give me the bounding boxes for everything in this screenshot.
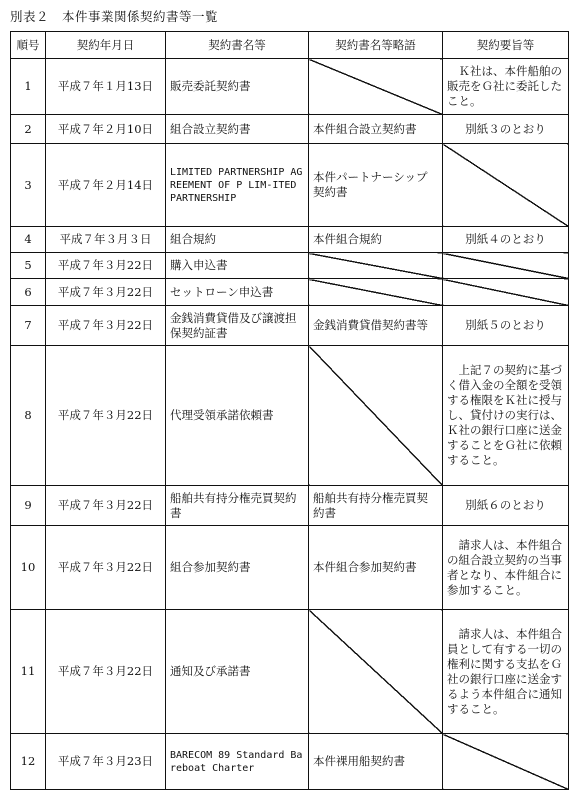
table-row [11,734,569,790]
row-number: 5 [11,253,46,279]
contract-abbr: 船舶共有持分権売買契約書 [309,486,443,526]
contract-gist-empty [443,279,569,306]
row-number: 2 [11,115,46,144]
contract-date: 平成７年２月14日 [46,144,166,227]
contract-date: 平成７年３月22日 [46,486,166,526]
contract-gist: 別紙６のとおり [443,486,569,526]
contract-gist-text: 請求人は、本件組合員として有する一切の権利に関する支払をＧ社の銀行口座に送金するよう本件組合に通知すること。 [447,626,562,716]
contract-date: 平成７年３月23日 [46,734,166,790]
contract-gist [443,610,569,734]
contract-name: 代理受領承諾依頼書 [166,346,309,486]
header-gist: 契約要旨等 [443,32,569,59]
contract-name: 購入申込書 [166,253,309,279]
contract-date: 平成７年３月22日 [46,279,166,306]
contract-name: セットローン申込書 [166,279,309,306]
contract-abbr-empty [309,610,443,734]
contract-gist-empty [443,144,569,227]
contract-name: 組合参加契約書 [166,526,309,610]
contract-abbr-empty [309,59,443,115]
table-row [11,306,569,346]
contract-name: 船舶共有持分権売買契約書 [166,486,309,526]
table-row [11,115,569,144]
contract-date: 平成７年３月22日 [46,306,166,346]
contract-date: 平成７年３月22日 [46,346,166,486]
contract-gist [443,346,569,486]
contract-gist-text: 上記７の契約に基づく借入金の全額を受領する権限をＫ社に授与し、貸付けの実行は、Ｋ社の銀行口座に送金することをＧ社に依頼すること。 [447,363,562,467]
contract-gist: 別紙３のとおり [443,115,569,144]
contract-abbr-empty [309,279,443,306]
contract-gist-empty [443,253,569,279]
contract-list-table [10,31,569,790]
contract-name [166,144,309,227]
contract-name: 販売委託契約書 [166,59,309,115]
table-row [11,279,569,306]
contract-abbr: 本件パートナーシップ契約書 [309,144,443,227]
contract-abbr-empty [309,346,443,486]
row-number: 7 [11,306,46,346]
table-row [11,253,569,279]
row-number: 6 [11,279,46,306]
row-number: 4 [11,227,46,253]
row-number: 12 [11,734,46,790]
contract-date: 平成７年１月13日 [46,59,166,115]
table-row [11,526,569,610]
row-number: 1 [11,59,46,115]
contract-gist [443,526,569,610]
contract-name: 通知及び承諾書 [166,610,309,734]
contract-abbr: 本件組合規約 [309,227,443,253]
table-row [11,346,569,486]
contract-date: 平成７年３月22日 [46,610,166,734]
contract-name-english: LIMITED PARTNERSHIP AGREEMENT OF P LIM-ITED PARTNERSHIP [170,166,303,204]
row-number: 10 [11,526,46,610]
contract-gist: 別紙４のとおり [443,227,569,253]
contract-abbr: 金銭消費貸借契約書等 [309,306,443,346]
contract-name [166,734,309,790]
table-row [11,610,569,734]
contract-date: 平成７年３月22日 [46,526,166,610]
table-row [11,144,569,227]
contract-gist-text: Ｋ社は、本件船舶の販売をＧ社に委託したこと。 [447,64,562,108]
table-row [11,486,569,526]
table-row [11,59,569,115]
contract-name-english: BARECOM 89 Standard Bareboat Charter [170,749,303,774]
contract-gist-text: 請求人は、本件組合の組合設立契約の当事者となり、本件組合に参加すること。 [447,537,562,597]
contract-date: 平成７年３月３日 [46,227,166,253]
header-abbr: 契約書名等略語 [309,32,443,59]
contract-abbr: 本件裸用船契約書 [309,734,443,790]
table-row [11,227,569,253]
header-no: 順号 [11,32,46,59]
contract-gist: 別紙５のとおり [443,306,569,346]
contract-gist [443,59,569,115]
page-title: 別表２ 本件事業関係契約書等一覧 [10,9,219,24]
row-number: 3 [11,144,46,227]
table-header-row [11,32,569,59]
contract-gist-empty [443,734,569,790]
contract-abbr: 本件組合参加契約書 [309,526,443,610]
header-name: 契約書名等 [166,32,309,59]
row-number: 9 [11,486,46,526]
row-number: 11 [11,610,46,734]
contract-name: 組合規約 [166,227,309,253]
contract-date: 平成７年２月10日 [46,115,166,144]
row-number: 8 [11,346,46,486]
contract-name: 金銭消費貸借及び譲渡担保契約証書 [166,306,309,346]
contract-name: 組合設立契約書 [166,115,309,144]
contract-abbr: 本件組合設立契約書 [309,115,443,144]
header-date: 契約年月日 [46,32,166,59]
contract-date: 平成７年３月22日 [46,253,166,279]
contract-abbr-empty [309,253,443,279]
